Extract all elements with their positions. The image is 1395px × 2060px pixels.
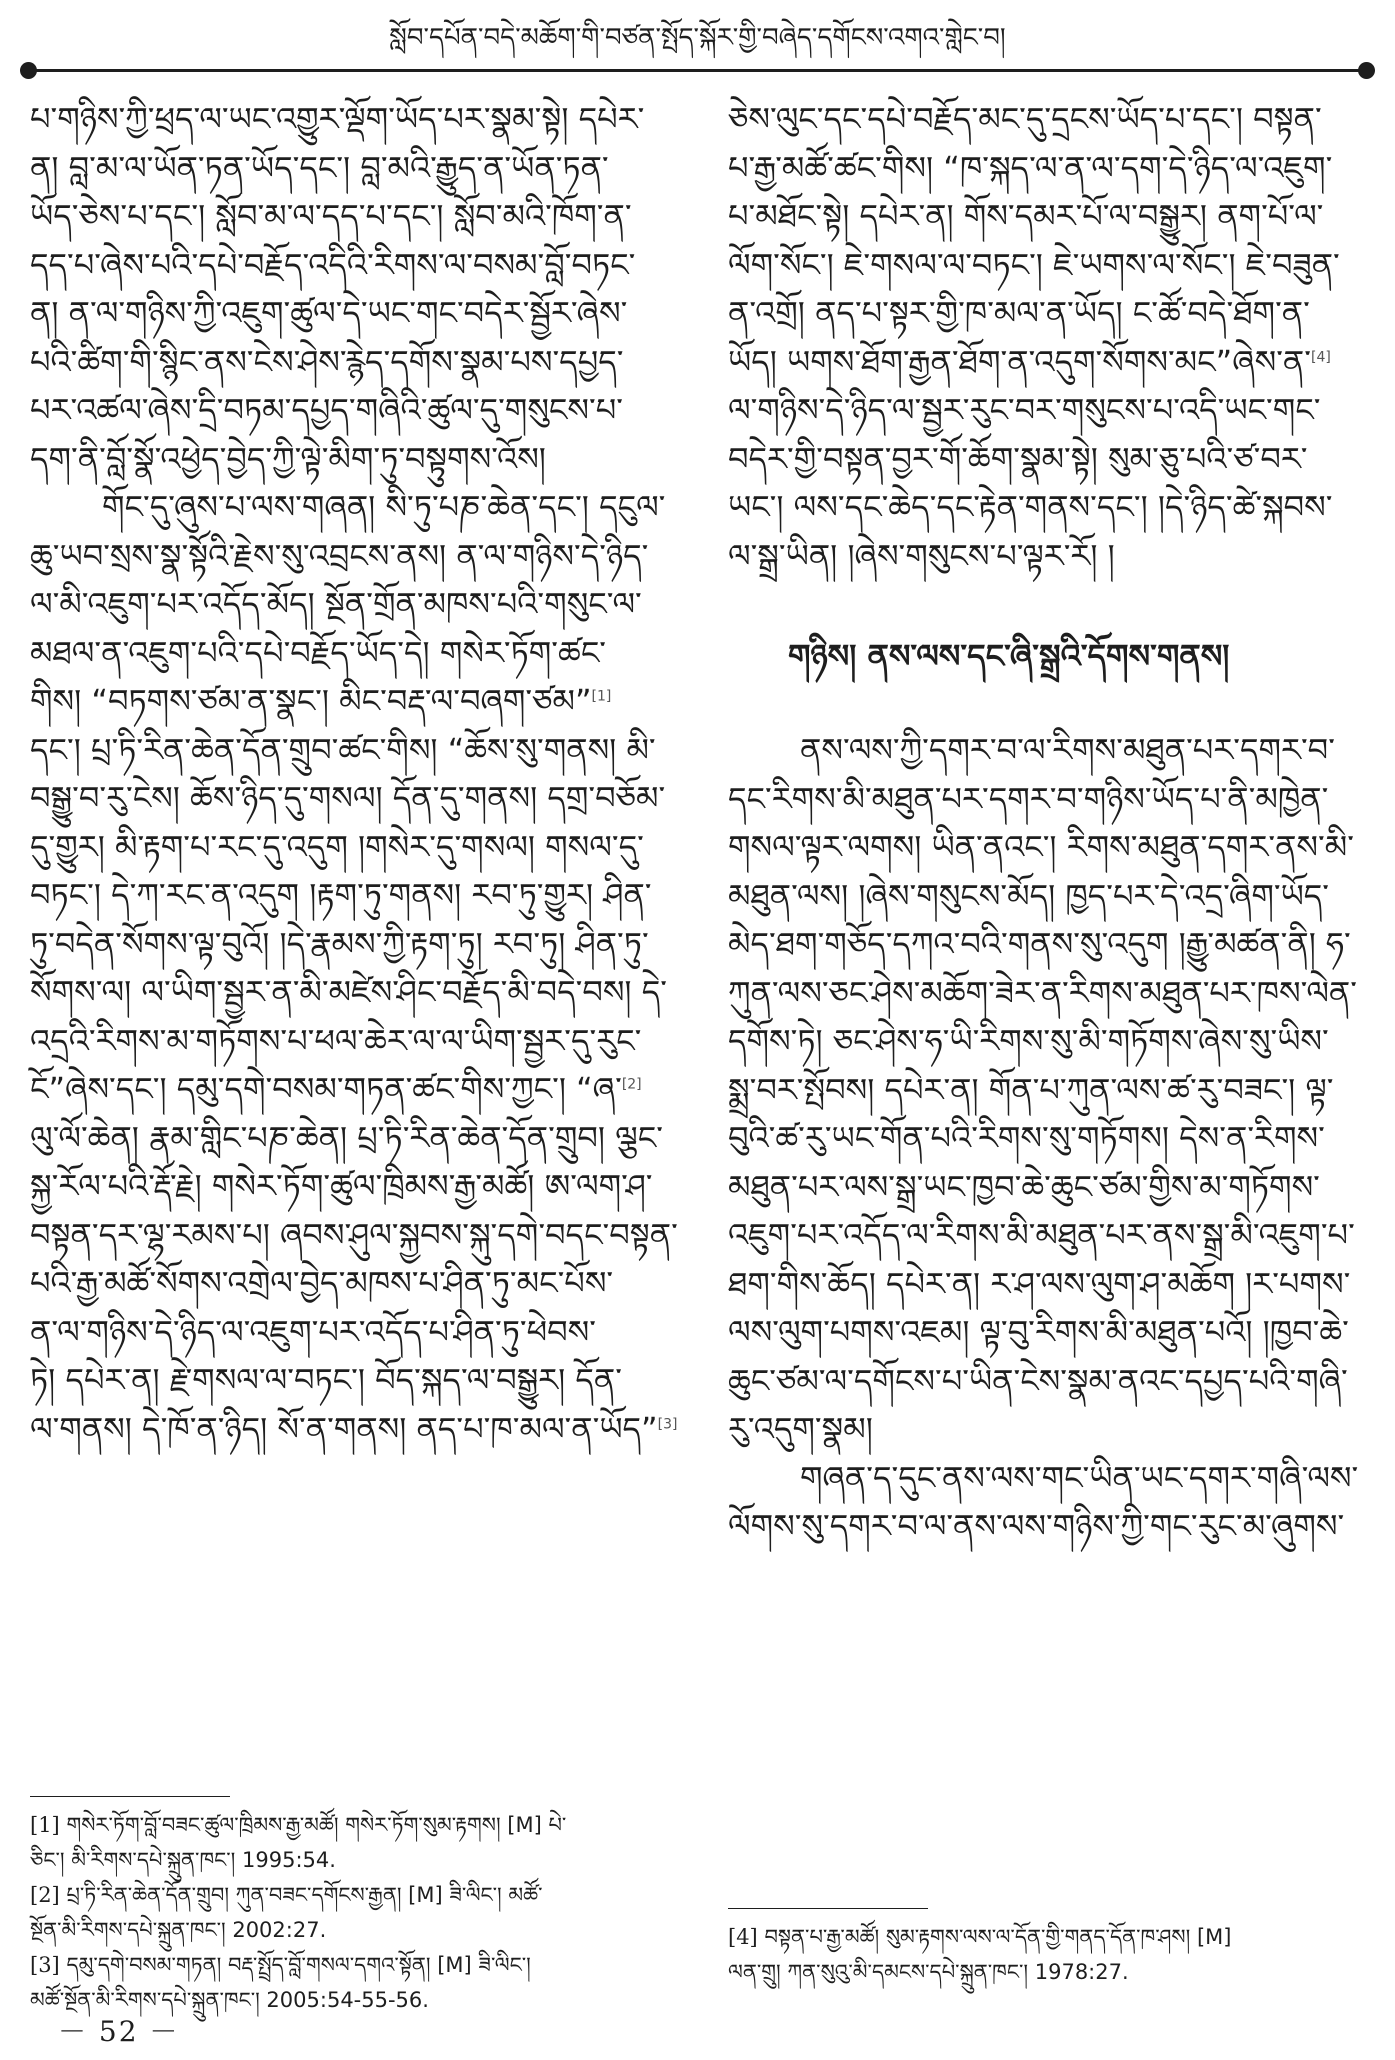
text-line: འཇུག་པར་འདོད་ལ་རིགས་མི་མཐུན་པར་ནས་སྒྲ་མི་འཇུག་པ་	[728, 1216, 1355, 1254]
left-column	[30, 95, 678, 1453]
footnote: སྔོན་མི་རིགས་དཔེ་སྐྲུན་ཁང་། 2002:27.	[30, 1918, 327, 1942]
footnote-rule-left	[30, 1796, 230, 1797]
text-line: ཡོད་ཅེས་པ་དང་། སློབ་མ་ལ་དད་པ་དང་། སློབ་མའི་ཁོག་ན་	[30, 197, 632, 235]
text-line: པ་མཐོང་སྟེ། དཔེར་ན། གོས་དམར་པོ་ལ་བསྒྱུར། ནག་པོ་ལ་	[728, 197, 1324, 235]
text-line: ཆུ་ཡབ་སྲས་སྣ་སྟོའི་རྗེས་སུ་འབྲངས་ནས། ན་ལ་གཉིས་དེ་ཉིད་	[30, 536, 649, 575]
text-line: པ་རྒྱ་མཚོ་ཚང་གིས། “ཁ་སྐད་ལ་ན་ལ་དག་དེ་ཉིད་ལ་འཇུག་	[728, 148, 1333, 187]
text-line: ན་འགྲོ། ནད་པ་སྟར་གྱི་ཁ་མལ་ན་ཡོད། ང་ཚོ་བདེ་ཐོག་ན་	[728, 294, 1310, 332]
text-line: ལ་མི་འཇུག་པར་འདོད་མོད། སྔོན་གྲོན་མཁས་པའི་གསུང་ལ་	[30, 585, 642, 623]
page-number: － 52 －	[58, 2015, 180, 2048]
text-line: གཞན་ད་དུང་ནས་ལས་གང་ཡིན་ཡང་དགར་གཞི་ལས་	[800, 1458, 1359, 1497]
text-line: བདེར་གྱི་བསྟན་བྱར་གོ་ཆོག་སྣམ་སྟེ། སུམ་ཅུ་པའི་ཙ་བར་	[728, 439, 1308, 478]
footnote-ref[interactable]: [4]	[1310, 348, 1331, 365]
text-line: ལུ་ལོ་ཆེན། རྣམ་གླིང་པཎ་ཆེན། པྲ་ཏི་རིན་ཆེན་དོན་གྲུབ། ལྕང་	[30, 1118, 663, 1157]
text-line: ཡང་། ལས་དང་ཆེད་དང་རྟེན་གནས་དང་། །དེ་ཉིད་ཚེ་སྐབས་	[728, 488, 1333, 526]
text-line: ན་ལ་གཉིས་དེ་ཉིད་ལ་འཇུག་པར་འདོད་པ་ཤིན་ཏུ་ཕེབས་	[30, 1312, 596, 1351]
footnote: [1] གསེར་ཏོག་བློ་བཟང་ཚུལ་ཁྲིམས་རྒྱ་མཚོ། གསེར་ཏོག་སུམ་རྟགས། [M] པེ་	[30, 1813, 567, 1837]
header-rule	[28, 69, 1367, 72]
text-line: ཏུ་བདེན་སོགས་ལྟ་བུའོ། །དེ་རྣམས་ཀྱི་རྟག་ཏུ། རབ་ཏུ། ཤིན་ཏུ་	[30, 924, 649, 963]
rule-dot-right	[1358, 62, 1375, 79]
text-line: དད་པ་ཞེས་པའི་དཔེ་བརྗོད་འདིའི་རིགས་ལ་བསམ་བློ་བཏང་	[30, 245, 636, 284]
section-heading: གཉིས། ནས་ལས་དང་ཞི་སྒྲའི་དོགས་གནས།	[788, 637, 1230, 675]
text-line: པའི་ཚིག་གི་སྙིང་ནས་ངེས་ཤེས་རྙེད་དགོས་སྣམ་པས་དཔྱད་	[30, 342, 624, 381]
text-line: པར་འཚལ་ཞེས་དྲི་བཏམ་དཔྱད་གཞིའི་ཚུལ་དུ་གསུངས་པ་	[30, 391, 623, 429]
text-line: སྨྲ་བར་སྤོབས། དཔེར་ན། གོན་པ་ཀུན་ལས་ཚ་རུ་བཟང་། ལྟ་	[728, 1070, 1334, 1109]
text-line: ལ་སྒྲ་ཡིན། །ཞེས་གསུངས་པ་ལྟར་རོ། །	[728, 536, 1115, 575]
text-line: མཐལ་ན་འཇུག་པའི་དཔེ་བརྗོད་ཡོད་དེ། གསེར་ཏོག་ཚང་	[30, 633, 606, 672]
text-line: གིས། “བཏགས་ཙམ་ན་སྣང་། མིང་བརྡ་ལ་བཞག་ཙམ”[1]	[30, 682, 612, 720]
text-line: མེད་ཐག་གཅོད་དཀའ་བའི་གནས་སུ་འདུག །རྒྱུ་མཚན་ནི། ཧ་	[728, 925, 1351, 963]
text-line: བསྒྱུ་བ་རུ་ངེས། ཆོས་ཉིད་དུ་གསལ། དོན་དུ་གནས། དགྲ་བཅོམ་	[30, 779, 666, 817]
footnote: ཅིང་། མི་རིགས་དཔེ་སྐྲུན་ཁང་། 1995:54.	[30, 1848, 336, 1872]
text-line: སོགས་ལ། ལ་ཡིག་སྦྱར་ན་མི་མཛེས་ཤིང་བརྗོད་མི་བདེ་བས། དེ་	[30, 973, 667, 1011]
text-line: སྐྱ་རོལ་པའི་རྡོ་རྗེ། གསེར་ཏོག་ཚུལ་ཁྲིམས་རྒྱ་མཚོ། ཨ་ལག་ཤ་	[30, 1167, 653, 1205]
text-line: ལོག་སོང་། ཇེ་གསལ་ལ་བཏང་། ཇེ་ཡགས་ལ་སོང་། ཇེ་བཟུན་	[728, 245, 1340, 284]
text-line: ཅེས་ལུང་དང་དཔེ་བརྗོད་མང་དུ་དྲངས་ཡོད་པ་དང་། བསྟན་	[728, 100, 1322, 138]
text-line: ན། བླ་མ་ལ་ཡོན་ཏན་ཡོད་དང་། བླ་མའི་རྒྱུད་ན་ཡོན་ཏན་	[30, 148, 609, 187]
text-line: ཡོད། ཡགས་ཐོག་རྒྱན་ཐོག་ན་འདུག་སོགས་མང”ཞེས་ན་[4]	[728, 342, 1331, 381]
text-line: གསལ་ལྟར་ལགས། ཡིན་ནའང་། རིགས་མཐུན་དགར་ནས་མི་	[728, 828, 1354, 866]
footnotes-left	[30, 1808, 670, 2018]
text-line: ཆུང་ཙམ་ལ་དགོངས་པ་ཡིན་ངེས་སྣམ་ནའང་དཔྱད་པའི་གཞི་	[728, 1361, 1348, 1400]
text-line: ནས་ལས་ཀྱི་དགར་བ་ལ་རིགས་མཐུན་པར་དགར་བ་	[800, 731, 1335, 769]
text-line: རུ་འདུག་སྣམ།	[728, 1410, 873, 1448]
text-line: ངོ”ཞེས་དང་། དམུ་དགེ་བསམ་གཏན་ཚང་གིས་ཀྱང་། “ཞ་[2]	[30, 1070, 642, 1108]
text-line: ཏེ། དཔེར་ན། རྗེ་གསལ་ལ་བཏང་། བོད་སྐད་ལ་བསྒྱུར། དོན་	[30, 1361, 622, 1399]
text-line: པ་གཉིས་ཀྱི་ཕྲད་ལ་ཡང་འགྱུར་ལྡོག་ཡོད་པར་སྣམ་སྟེ། དཔེར་	[30, 100, 645, 138]
text-line: བཏང་། དེ་ཀ་རང་ན་འདུག །རྟག་ཏུ་གནས། རབ་ཏུ་གྱུར། ཤིན་	[30, 876, 652, 914]
footnote-ref[interactable]: [3]	[657, 1415, 678, 1432]
text-line: ཐག་གིས་ཆོད། དཔེར་ན། ར་ཤ་ལས་ལུག་ཤ་མཆོག །ར་པགས་	[728, 1264, 1351, 1303]
text-line: ན། ན་ལ་གཉིས་ཀྱི་འཇུག་ཚུལ་དེ་ཡང་གང་བདེར་སྦྱོར་ཞེས་	[30, 294, 628, 332]
text-line: མཐུན་ལས། །ཞེས་གསུངས་མོད། ཁྱད་པར་དེ་འདྲ་ཞིག་ཡོད་	[728, 876, 1330, 915]
footnote-ref[interactable]: [2]	[621, 1076, 642, 1093]
text-line: ཀུན་ལས་ཅང་ཤེས་མཆོག་ཟེར་ན་རིགས་མཐུན་པར་ཁས་ལེན་	[728, 973, 1357, 1012]
text-line: གོང་དུ་ཞུས་པ་ལས་གཞན། སི་ཏུ་པཎ་ཆེན་དང་། དངུལ་	[102, 488, 666, 526]
text-line: དང་། པྲ་ཏི་རིན་ཆེན་དོན་གྲུབ་ཚང་གིས། “ཆོས་སུ་གནས། མི་	[30, 730, 656, 769]
right-column	[728, 95, 1368, 1551]
footnote: [2] པྲ་ཏི་རིན་ཆེན་དོན་གྲུབ། ཀུན་བཟང་དགོངས་རྒྱན། [M] ཟི་ལིང་། མཚོ་	[30, 1883, 543, 1907]
text-line: ལས་ལུག་པགས་འཇམ། ལྟ་བུ་རིགས་མི་མཐུན་པའོ། །ཁྱབ་ཆེ་	[728, 1313, 1349, 1351]
text-line: ལ་གཉིས་དེ་ཉིད་ལ་སྦྱར་རུང་བར་གསུངས་པ་འདི་ཡང་གང་	[728, 391, 1321, 429]
text-line: མཐུན་པར་ལས་སྒྲ་ཡང་ཁྱབ་ཆེ་ཆུང་ཙམ་གྱིས་མ་གཏོགས་	[728, 1167, 1320, 1206]
text-line: པའི་རྒྱ་མཚོ་སོགས་འགྲེལ་བྱེད་མཁས་པ་ཤིན་ཏུ་མང་པོས་	[30, 1264, 614, 1302]
text-line: དག་ནི་བློ་སྣོ་འཕྱེད་བྱེད་ཀྱི་ལྟེ་མིག་ཏུ་བསྟུགས་འོས།	[30, 439, 546, 478]
text-line: དགོས་ཏེ། ཅང་ཤེས་ཧ་ཡི་རིགས་སུ་མི་གཏོགས་ཞེས་སུ་ཡིས་	[728, 1022, 1329, 1060]
text-line: ལོགས་སུ་དགར་བ་ལ་ནས་ལས་གཉིས་ཀྱི་གང་རུང་མ་ཞུགས་	[728, 1507, 1345, 1545]
footnotes-right	[728, 1920, 1368, 1990]
text-line: བསྟན་དར་ལྷ་རམས་པ། ཞབས་ཤུལ་སྐྱབས་སྐུ་དགེ་བདང་བསྟན་	[30, 1215, 678, 1254]
footnote-ref[interactable]: [1]	[591, 688, 612, 705]
running-header: སློབ་དཔོན་བདེ་མཆོག་གི་བཙན་སྤོད་སྐོར་གྱི་བཞེད་དགོངས་འགའ་གླེང་བ།	[389, 23, 1006, 53]
footnote: [3] དམུ་དགེ་བསམ་གཏན། བརྡ་སྤྲོད་བློ་གསལ་དགའ་སྟོན། [M] ཟི་ལིང་།	[30, 1953, 531, 1977]
footnote: [4] བསྟན་པ་རྒྱ་མཚོ། སུམ་རྟགས་ལས་ལ་དོན་གྱི་གནད་དོན་ཁ་ཤས། [M]	[728, 1925, 1232, 1949]
text-line: དང་རིགས་མི་མཐུན་པར་དགར་བ་གཉིས་ཡོད་པ་ནི་མཁྱེན་	[728, 779, 1329, 818]
footnote: མཚོ་སྔོན་མི་རིགས་དཔེ་སྐྲུན་ཁང་། 2005:54-55-56.	[30, 1988, 429, 2012]
footnote: ལན་གྲུ། ཀན་སུའུ་མི་དམངས་དཔེ་སྐྲུན་ཁང་། 1978:27.	[728, 1960, 1129, 1984]
text-line: ལ་གནས། དེ་ཁོ་ན་ཉིད། སོ་ན་གནས། ནད་པ་ཁ་མལ་ན་ཡོད”[3]	[30, 1409, 678, 1448]
footnote-rule-right	[728, 1908, 928, 1909]
text-line: འདྲའི་རིགས་མ་གཏོགས་པ་ཕལ་ཆེར་ལ་ལ་ཡིག་སྦྱར་དུ་རུང་	[30, 1021, 642, 1060]
text-line: དུ་གྱུར། མི་རྟག་པ་རང་དུ་འདུག །གསེར་དུ་གསལ། གསལ་དུ་	[30, 827, 644, 866]
text-line: བུའི་ཚ་རུ་ཡང་གོན་པའི་རིགས་སུ་གཏོགས། དེས་ན་རིགས་	[728, 1119, 1325, 1157]
